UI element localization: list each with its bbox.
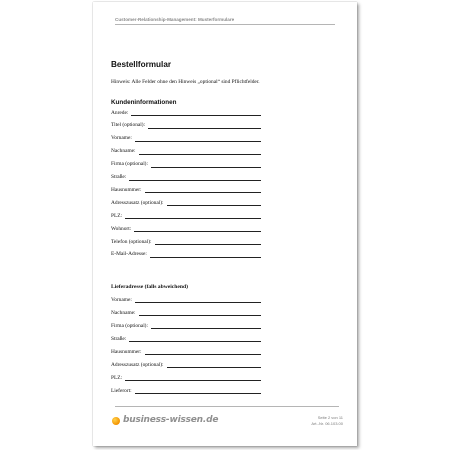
page-info [311,415,343,428]
field-input-line[interactable] [145,192,261,193]
field-input-line[interactable] [125,380,261,381]
form-field-row [111,108,261,116]
form-field-row [111,147,261,155]
field-input-line[interactable] [129,341,261,342]
field-input-line[interactable] [135,393,261,394]
field-input-line[interactable] [150,257,261,258]
field-input-line[interactable] [139,315,261,316]
field-input-line[interactable] [139,154,261,155]
field-input-line[interactable] [151,328,261,329]
form-field-row [111,121,261,129]
form-field-row [111,134,261,142]
form-field-row [111,373,261,381]
field-label: Adresszusatz (optional): [111,199,164,206]
customer-section-heading: Kundeninformationen [111,99,177,106]
form-field-row [111,334,261,342]
field-label: Firma (optional): [111,322,148,329]
form-field-row [111,173,261,181]
field-input-line[interactable] [151,167,261,168]
document-page [93,2,357,446]
field-input-line[interactable] [145,354,261,355]
field-label: Anrede: [111,109,129,116]
field-label: Telefon (optional): [111,238,152,245]
field-label: Lieferort: [111,387,132,394]
form-field-row [111,250,261,258]
form-field-row [111,160,261,168]
field-label: Nachname: [111,309,136,316]
form-field-row [111,295,261,303]
field-label: Titel (optional): [111,122,146,129]
delivery-section-heading: Lieferadresse (falls abweichend) [111,284,188,290]
document-header: Customer-Relationship-Management: Musterformulare [115,17,235,22]
field-label: PLZ: [111,374,123,381]
logo-dot-icon [112,417,120,425]
required-fields-hint: Hinweis: Alle Felder ohne den Hinweis „optional“ sind Pflichtfelder. [111,79,260,85]
field-label: Vorname: [111,135,132,142]
form-title: Bestellformular [111,60,172,69]
form-field-row [111,185,261,193]
form-field-row [111,308,261,316]
field-input-line[interactable] [134,231,261,232]
field-input-line[interactable] [131,115,261,116]
field-input-line[interactable] [148,128,261,129]
article-number: Art.-Nr. 06.103.00 [311,421,343,427]
page-number: Seite 2 von 11 [317,415,343,420]
logo: business-wissen.de [123,415,219,425]
field-label: Nachname: [111,148,136,155]
field-label: Wohnort: [111,225,132,232]
header-divider [115,24,335,25]
form-field-row [111,386,261,394]
field-input-line[interactable] [167,367,261,368]
form-field-row [111,237,261,245]
field-label: Vorname: [111,296,132,303]
field-label: Straße: [111,174,127,181]
field-input-line[interactable] [125,218,261,219]
field-input-line[interactable] [135,302,261,303]
field-label: Firma (optional): [111,161,148,168]
field-input-line[interactable] [129,180,261,181]
form-field-row [111,347,261,355]
field-label: Hausnummer: [111,348,142,355]
field-label: Hausnummer: [111,186,142,193]
footer-divider [115,406,339,407]
field-input-line[interactable] [155,244,262,245]
field-label: Adresszusatz (optional): [111,361,164,368]
form-field-row [111,224,261,232]
field-input-line[interactable] [167,205,261,206]
form-field-row [111,360,261,368]
field-label: Straße: [111,335,127,342]
field-input-line[interactable] [135,141,261,142]
field-label: PLZ: [111,212,123,219]
form-field-row [111,321,261,329]
form-field-row [111,198,261,206]
form-field-row [111,211,261,219]
field-label: E-Mail-Adresse: [111,251,147,258]
